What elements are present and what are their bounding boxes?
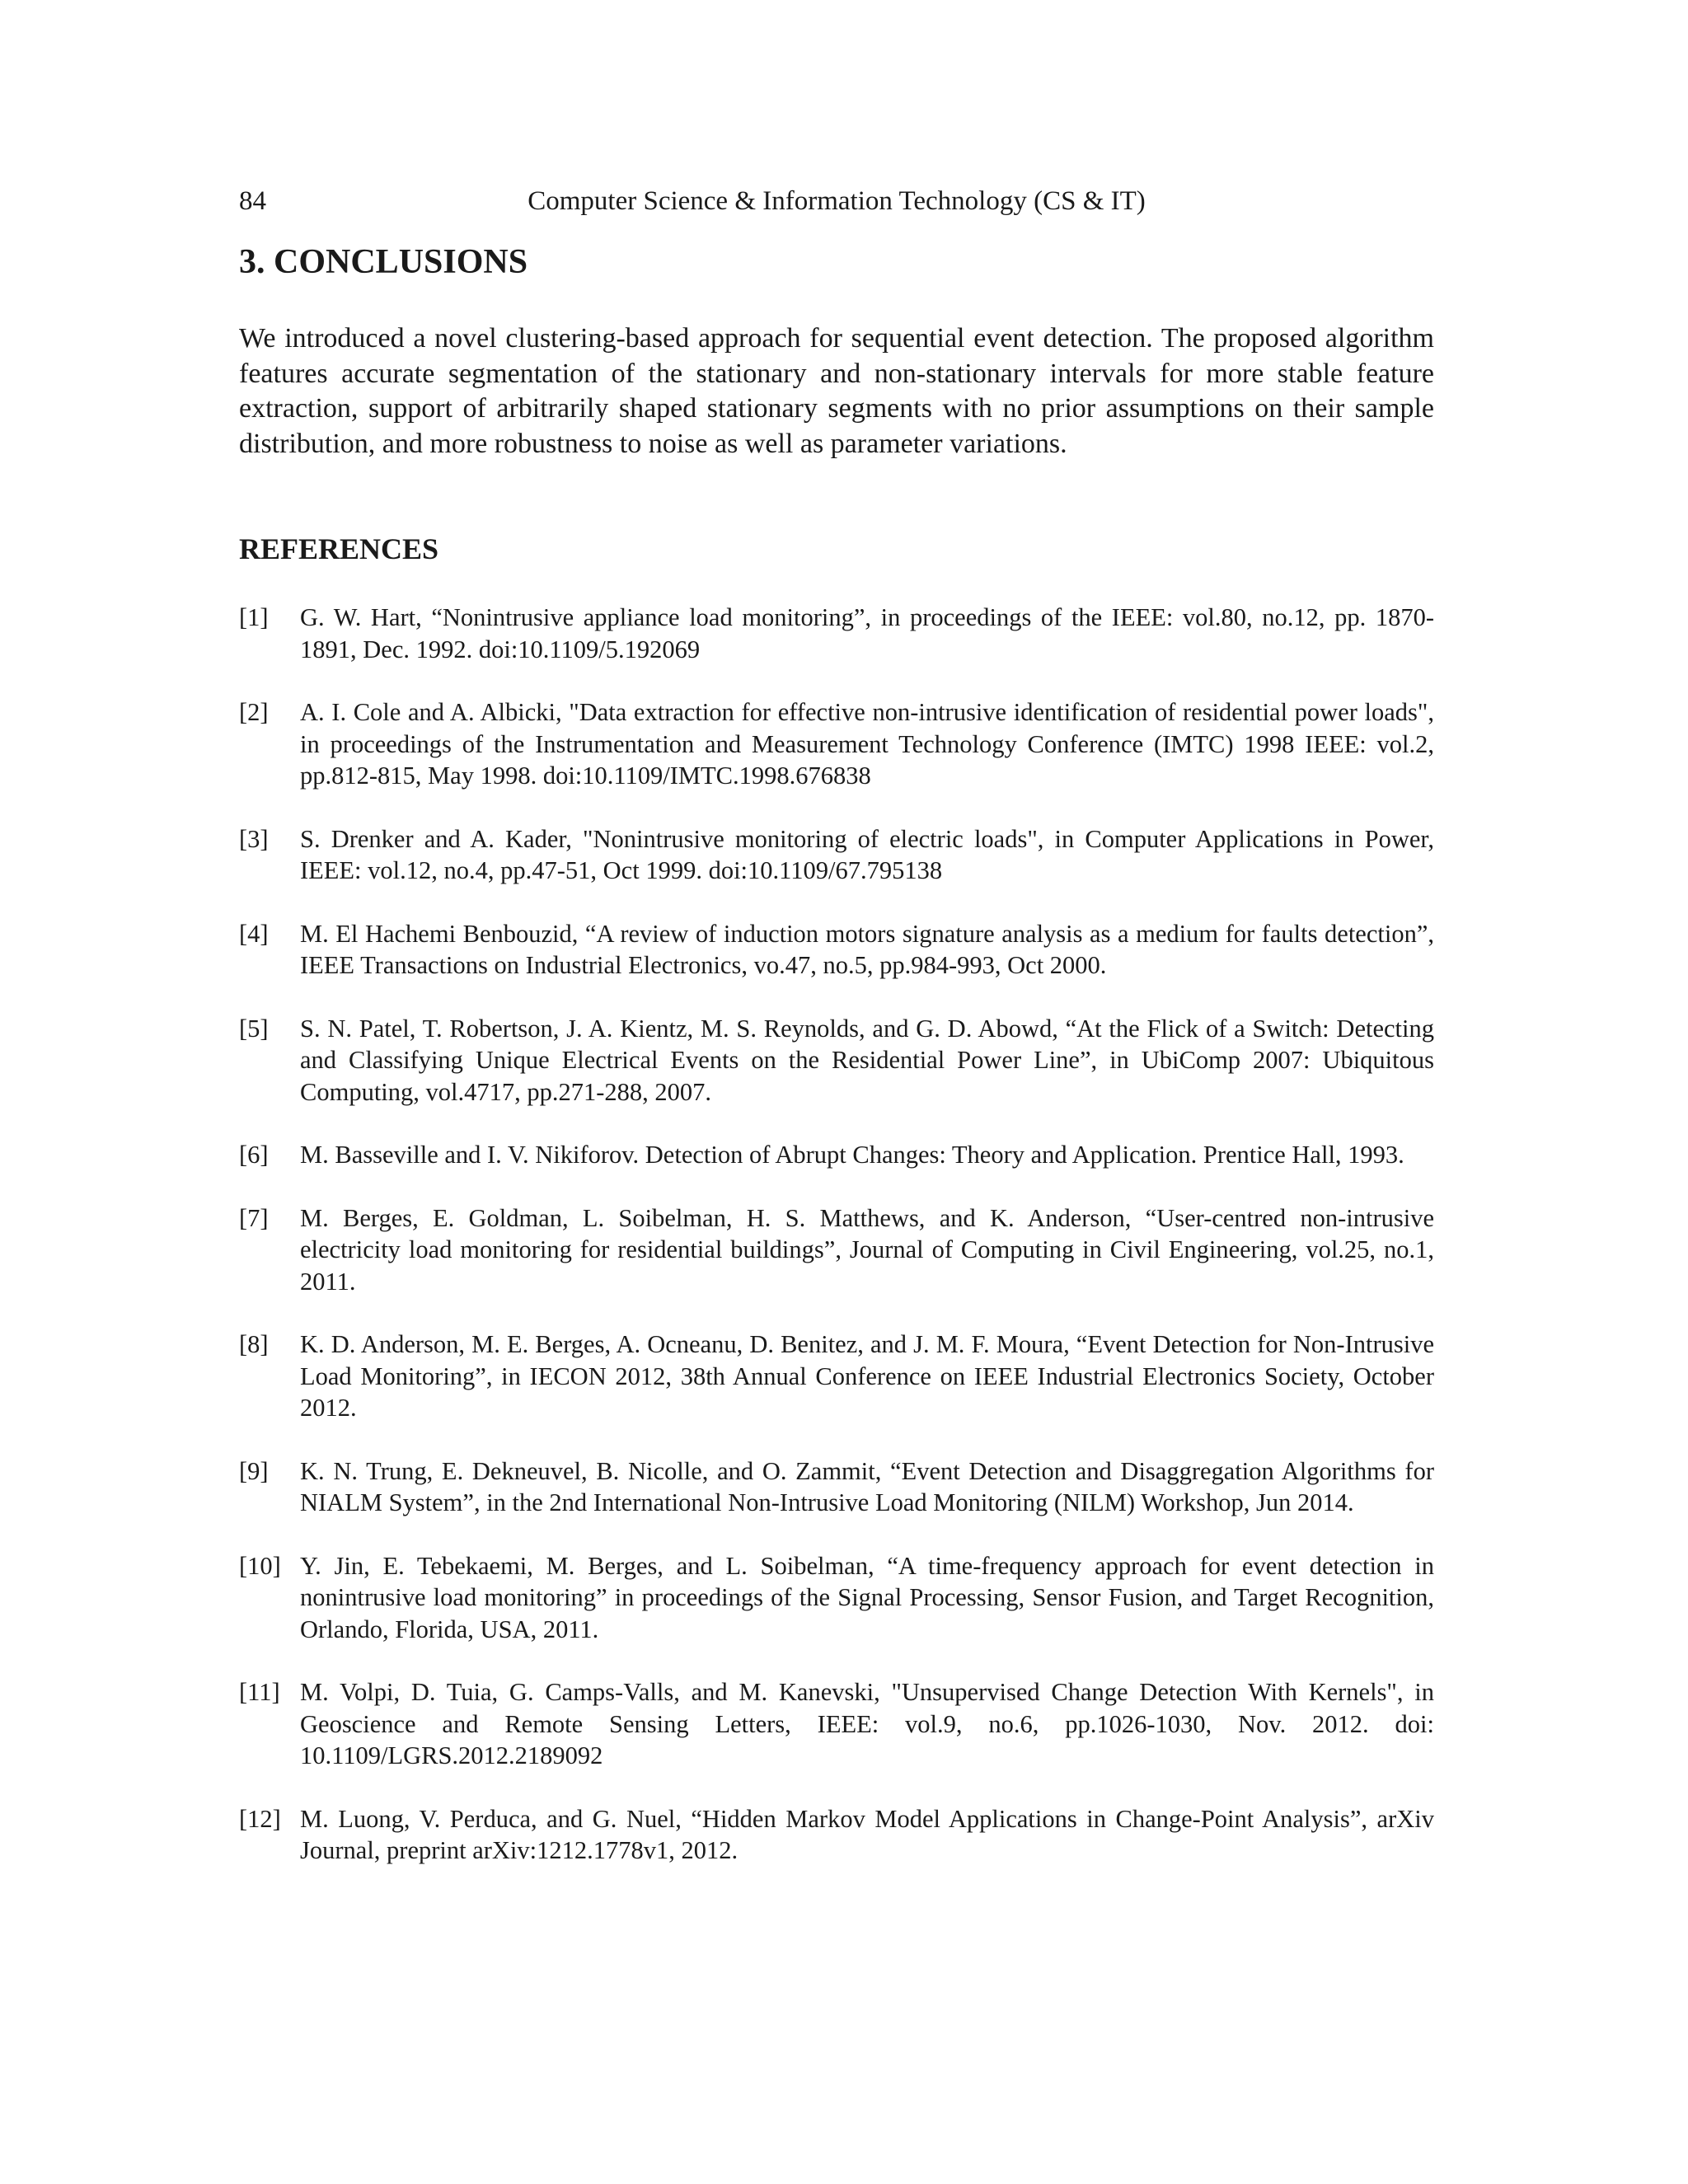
reference-text: K. N. Trung, E. Dekneuvel, B. Nicolle, and O. Zammit, “Event Detection and Disaggregation Algorithms for NIALM System”, in the 2nd International Non-Intrusive Load Monitoring (NILM) Workshop, Jun 2014. xyxy=(300,1456,1434,1516)
page-header xyxy=(239,183,1434,219)
reference-item xyxy=(239,1455,1434,1519)
reference-number: [10] xyxy=(239,1551,281,1580)
reference-number: [8] xyxy=(239,1330,269,1358)
references-heading-prefix: R xyxy=(239,532,260,565)
conclusions-heading-prefix: 3. C xyxy=(239,243,299,281)
reference-item xyxy=(239,1202,1434,1298)
reference-item xyxy=(239,1803,1434,1867)
reference-number: [5] xyxy=(239,1014,269,1043)
reference-text: M. El Hachemi Benbouzid, “A review of induction motors signature analysis as a medium for faults detection”, IEEE Transactions on Industrial Electronics, vo.47, no.5, pp.984-993, Oct 2000. xyxy=(300,919,1434,979)
reference-list xyxy=(239,602,1434,1898)
reference-item xyxy=(239,918,1434,982)
reference-item xyxy=(239,696,1434,792)
references-heading-rest: EFERENCES xyxy=(260,532,439,565)
reference-text: M. Berges, E. Goldman, L. Soibelman, H. S. Matthews, and K. Anderson, “User-centred non-intrusive electricity load monitoring for residential buildings”, Journal of Computing in Civil Engineering, vol.25, no.1, 2011. xyxy=(300,1203,1434,1296)
page-number: 84 xyxy=(239,186,266,216)
reference-text: K. D. Anderson, M. E. Berges, A. Ocneanu, D. Benitez, and J. M. F. Moura, “Event Detection for Non-Intrusive Load Monitoring”, in IECON 2012, 38th Annual Conference on IEEE Industrial Electronics Society, October 2012. xyxy=(300,1330,1434,1422)
reference-number: [4] xyxy=(239,919,269,948)
reference-number: [3] xyxy=(239,824,269,853)
reference-number: [7] xyxy=(239,1203,269,1232)
reference-text: A. I. Cole and A. Albicki, "Data extraction for effective non-intrusive identification of residential power loads", in proceedings of the Instrumentation and Measurement Technology Conference (IMTC) 1998 IEEE: vol.2, pp.812-815, May 1998. doi:10.1109/IMTC.1998.676838 xyxy=(300,698,1434,790)
reference-text: M. Volpi, D. Tuia, G. Camps-Valls, and M. Kanevski, "Unsupervised Change Detection With Kernels", in Geoscience and Remote Sensing Letters, IEEE: vol.9, no.6, pp.1026-1030, Nov. 2012. doi: 10.1109/LGRS.2012.2189092 xyxy=(300,1678,1434,1769)
reference-number: [9] xyxy=(239,1456,269,1485)
reference-item xyxy=(239,1013,1434,1108)
reference-number: [11] xyxy=(239,1678,280,1706)
reference-text: G. W. Hart, “Nonintrusive appliance load monitoring”, in proceedings of the IEEE: vol.80, no.12, pp. 1870-1891, Dec. 1992. doi:10.1109/5.192069 xyxy=(300,603,1434,663)
conclusions-heading-rest: ONCLUSIONS xyxy=(298,243,528,281)
reference-number: [1] xyxy=(239,603,269,631)
reference-text: M. Luong, V. Perduca, and G. Nuel, “Hidden Markov Model Applications in Change-Point Analysis”, arXiv Journal, preprint arXiv:1212.1778v1, 2012. xyxy=(300,1804,1434,1864)
reference-item xyxy=(239,1550,1434,1646)
reference-item xyxy=(239,1329,1434,1424)
reference-number: [6] xyxy=(239,1141,269,1169)
reference-number: [2] xyxy=(239,698,269,726)
reference-text: M. Basseville and I. V. Nikiforov. Detection of Abrupt Changes: Theory and Application. Prentice Hall, 1993. xyxy=(300,1141,1404,1169)
reference-number: [12] xyxy=(239,1804,281,1833)
reference-item xyxy=(239,602,1434,665)
reference-item xyxy=(239,823,1434,887)
references-heading xyxy=(239,527,438,570)
reference-text: S. N. Patel, T. Robertson, J. A. Kientz, M. S. Reynolds, and G. D. Abowd, “At the Flick of a Switch: Detecting and Classifying Unique Electrical Events on the Residential Power Line”, in UbiComp 2007: Ubiquitous Computing, vol.4717, pp.271-288, 2007. xyxy=(300,1014,1434,1106)
reference-text: S. Drenker and A. Kader, "Nonintrusive monitoring of electric loads", in Computer Applications in Power, IEEE: vol.12, no.4, pp.47-51, Oct 1999. doi:10.1109/67.795138 xyxy=(300,824,1434,884)
conclusions-paragraph: We introduced a novel clustering-based approach for sequential event detection. The proposed algorithm features accurate segmentation of the stationary and non-stationary intervals for more stable feature extraction, support of arbitrarily shaped stationary segments with no prior assumptions on their sample distribution, and more robustness to noise as well as parameter variations. xyxy=(239,323,1434,459)
reference-item xyxy=(239,1139,1434,1171)
conclusions-heading xyxy=(239,239,528,285)
running-head: Computer Science & Information Technology (CS & IT) xyxy=(528,186,1146,216)
reference-item xyxy=(239,1676,1434,1772)
reference-text: Y. Jin, E. Tebekaemi, M. Berges, and L. Soibelman, “A time-frequency approach for event detection in nonintrusive load monitoring” in proceedings of the Signal Processing, Sensor Fusion, and Target Recognition, Orlando, Florida, USA, 2011. xyxy=(300,1551,1434,1643)
